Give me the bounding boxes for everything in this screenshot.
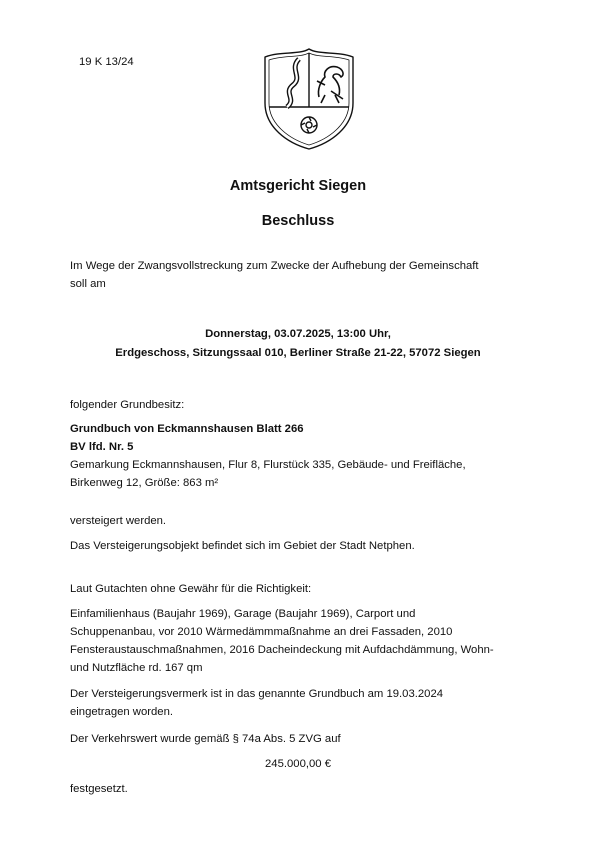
verkehrswert-amount: 245.000,00 € — [265, 758, 331, 770]
court-name: Amtsgericht Siegen — [229, 178, 367, 194]
gutachten-label: Laut Gutachten ohne Gewähr für die Richtigkeit: — [70, 583, 312, 595]
grundbuch-title: Grundbuch von Eckmannshausen Blatt 266 — [70, 423, 304, 435]
versteigert-text: versteigert werden. — [70, 515, 167, 527]
festgesetzt-text: festgesetzt. — [70, 783, 128, 795]
bv-number: BV lfd. Nr. 5 — [70, 441, 134, 453]
gutachten-line-2: Schuppenanbau, vor 2010 Wärmedämmmaßnahme an drei Fassaden, 2010 — [70, 626, 453, 638]
intro-line-1: Im Wege der Zwangsvollstreckung zum Zwecke der Aufhebung der Gemeinschaft — [70, 260, 479, 272]
gutachten-line-1: Einfamilienhaus (Baujahr 1969), Garage (Baujahr 1969), Carport und — [70, 608, 416, 620]
verkehrswert-text: Der Verkehrswert wurde gemäß § 74a Abs. 5 ZVG auf — [70, 733, 341, 745]
gemarkung-line-2: Birkenweg 12, Größe: 863 m² — [70, 477, 219, 489]
gutachten-line-3: Fensteraustauschmaßnahmen, 2016 Dacheindeckung mit Aufdachdämmung, Wohn- — [70, 644, 494, 656]
termin-date: Donnerstag, 03.07.2025, 13:00 Uhr, — [205, 328, 391, 340]
vermerk-line-2: eingetragen worden. — [70, 706, 174, 718]
grundbesitz-label: folgender Grundbesitz: — [70, 399, 185, 411]
nrw-coat-of-arms-seal — [259, 47, 359, 151]
gemarkung-line-1: Gemarkung Eckmannshausen, Flur 8, Flurstück 335, Gebäude- und Freifläche, — [70, 459, 466, 471]
case-number: 19 K 13/24 — [79, 56, 134, 68]
intro-line-2: soll am — [70, 278, 106, 290]
document-title: Beschluss — [261, 213, 335, 229]
vermerk-line-1: Der Versteigerungsvermerk ist in das genannte Grundbuch am 19.03.2024 — [70, 688, 444, 700]
lage-text: Das Versteigerungsobjekt befindet sich im Gebiet der Stadt Netphen. — [70, 540, 415, 552]
gutachten-line-4: und Nutzfläche rd. 167 qm — [70, 662, 203, 674]
termin-location: Erdgeschoss, Sitzungssaal 010, Berliner Straße 21-22, 57072 Siegen — [115, 347, 481, 359]
